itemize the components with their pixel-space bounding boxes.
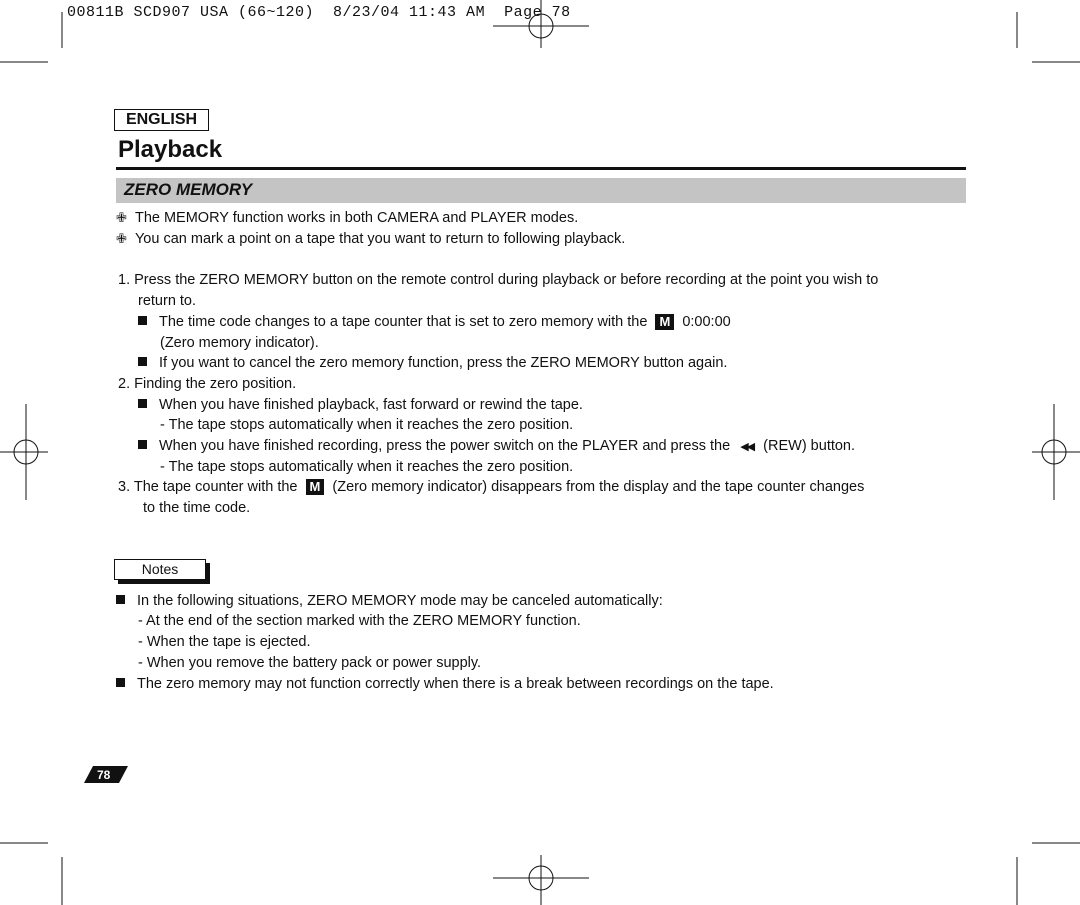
square-bullet-icon — [138, 440, 147, 449]
step-3: 3. The tape counter with the M (Zero memory indicator) disappears from the display and the tape counter changes — [118, 479, 865, 495]
square-bullet-icon — [138, 357, 147, 366]
step-2-dash-1: - The tape stops automatically when it reaches the zero position. — [160, 417, 574, 433]
cross-bullet-icon: ✙ — [116, 231, 127, 246]
print-header: 00811B SCD907 USA (66~120) 8/23/04 11:43 AM Page 78 — [67, 4, 571, 21]
step-1-bullet-2: If you want to cancel the zero memory function, press the ZERO MEMORY button again. — [138, 354, 727, 372]
notes-dash-3: - When you remove the battery pack or power supply. — [138, 655, 482, 671]
step-1-bullet-1: The time code changes to a tape counter that is set to zero memory with the M 0:00:00 — [138, 313, 731, 331]
step-2-bullet-2: When you have finished recording, press the power switch on the PLAYER and press the ◀◀ (REW) button. — [138, 437, 855, 456]
step-1: 1. Press the ZERO MEMORY button on the remote control during playback or before recording at the point you wish to — [118, 272, 879, 288]
title-rule — [116, 167, 966, 170]
language-label: ENGLISH — [114, 109, 209, 131]
square-bullet-icon — [138, 399, 147, 408]
step-3-continued: to the time code. — [143, 500, 251, 516]
page-title: Playback — [118, 136, 223, 163]
intro-item: ✙ The MEMORY function works in both CAMERA and PLAYER modes. — [116, 210, 579, 226]
zero-memory-indicator-icon: M — [655, 314, 674, 330]
page-number: 78 — [97, 768, 111, 782]
step-1-bullet-1-continued: (Zero memory indicator). — [160, 335, 319, 351]
notes-bullet-2: The zero memory may not function correctly when there is a break between recordings on the tape. — [116, 675, 774, 693]
square-bullet-icon — [116, 595, 125, 604]
rewind-icon: ◀◀ — [740, 441, 754, 453]
zero-memory-indicator-icon: M — [306, 479, 325, 495]
square-bullet-icon — [116, 678, 125, 687]
square-bullet-icon — [138, 316, 147, 325]
cross-bullet-icon: ✙ — [116, 210, 127, 225]
notes-label: Notes — [114, 559, 206, 580]
notes-bullet-1: In the following situations, ZERO MEMORY mode may be canceled automatically: — [116, 592, 663, 610]
step-2: 2. Finding the zero position. — [118, 376, 297, 392]
step-1-continued: return to. — [138, 293, 197, 309]
section-title: ZERO MEMORY — [124, 180, 253, 199]
intro-item: ✙ You can mark a point on a tape that you want to return to following playback. — [116, 231, 626, 247]
notes-dash-1: - At the end of the section marked with the ZERO MEMORY function. — [138, 613, 581, 629]
step-2-bullet-1: When you have finished playback, fast forward or rewind the tape. — [138, 396, 583, 414]
step-2-dash-2: - The tape stops automatically when it reaches the zero position. — [160, 459, 574, 475]
notes-dash-2: - When the tape is ejected. — [138, 634, 311, 650]
